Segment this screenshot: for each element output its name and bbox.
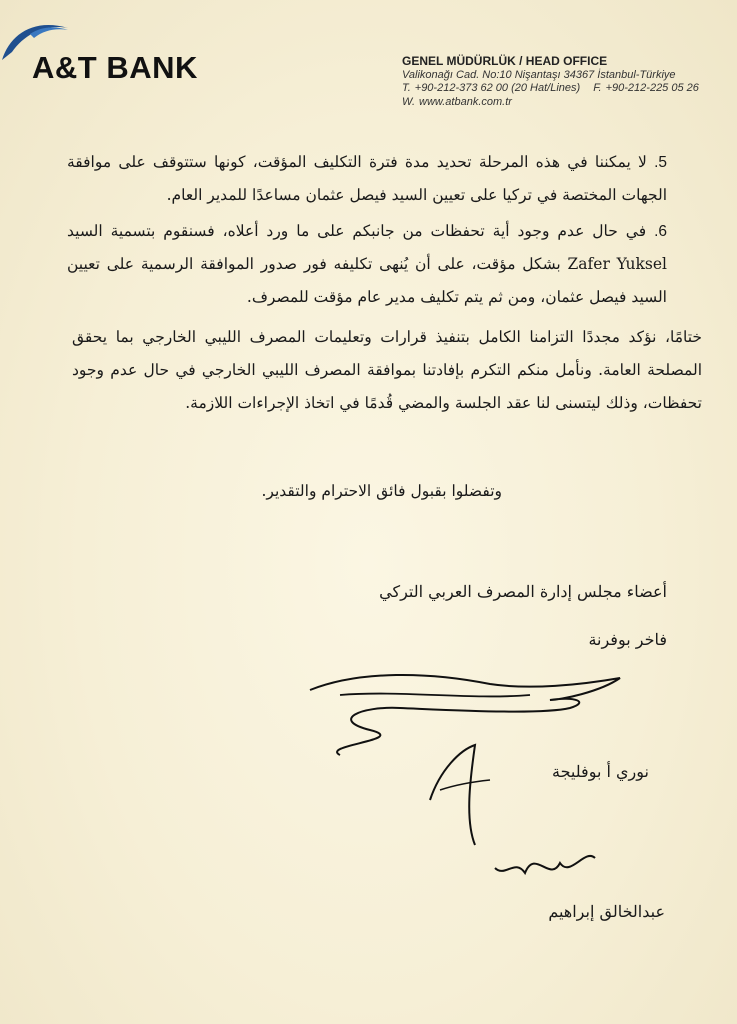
office-address: Valikonağı Cad. No:10 Nişantaşı 34367 İstanbul-Türkiye	[402, 68, 676, 81]
regards-line: وتفضلوا بقبول فائق الاحترام والتقدير.	[261, 482, 502, 500]
phone-number: +90-212-373 62 00 (20 Hat/Lines)	[414, 82, 581, 94]
closing-paragraph: ختامًا، نؤكد مجددًا التزامنا الكامل بتنفيذ قرارات وتعليمات المصرف الليبي الخارجي بما يحقق المصلحة العامة. ونأمل منكم التكرم بإفادتنا بموافقة المصرف الليبي الخارجي في حال عدم وجود تحفظات، وذلك ليتسنى لنا عقد الجلسة والمضي قُدمًا في اتخاذ الإجراءات اللازمة.	[72, 328, 702, 412]
item-5	[67, 146, 667, 212]
office-phone-fax	[402, 82, 703, 96]
item-6	[67, 215, 667, 314]
head-office-block	[402, 55, 703, 109]
phone-label: T.	[402, 82, 411, 94]
item-6-number: 6.	[654, 223, 667, 240]
signature-2-icon	[420, 740, 510, 850]
office-web	[402, 96, 703, 110]
fax-label: F.	[593, 82, 602, 94]
board-members-title: أعضاء مجلس إدارة المصرف العربي التركي	[379, 582, 667, 601]
signatory-name-2: نوري أ بوفليجة	[552, 762, 649, 781]
bank-brand-name: A&T BANK	[32, 50, 198, 85]
office-title: GENEL MÜDÜRLÜK / HEAD OFFICE	[402, 54, 608, 68]
signatory-name-1: فاخر بوفرنة	[588, 630, 667, 649]
signatory-name-3: عبدالخالق إبراهيم	[548, 902, 665, 921]
web-address: www.atbank.com.tr	[419, 95, 512, 108]
item-5-number: 5.	[654, 154, 667, 171]
web-label: W.	[402, 95, 416, 108]
fax-number: +90-212-225 05 26	[605, 82, 699, 94]
signature-3-icon	[490, 838, 600, 888]
item-5-text: لا يمكننا في هذه المرحلة تحديد مدة فترة التكليف المؤقت، كونها ستتوقف على موافقة الجهات المختصة في تركيا على تعيين السيد فيصل عثمان مساعدًا للمدير العام.	[67, 153, 667, 204]
item-6-text: في حال عدم وجود أية تحفظات من جانبكم على ما ورد أعلاه، فسنقوم بتسمية السيد Zafer Yuksel بشكل مؤقت، على أن يُنهى تكليفه فور صدور الموافقة الرسمية على تعيين السيد فيصل عثمان، ومن ثم يتم تكليف مدير عام مؤقت للمصرف.	[67, 222, 667, 306]
